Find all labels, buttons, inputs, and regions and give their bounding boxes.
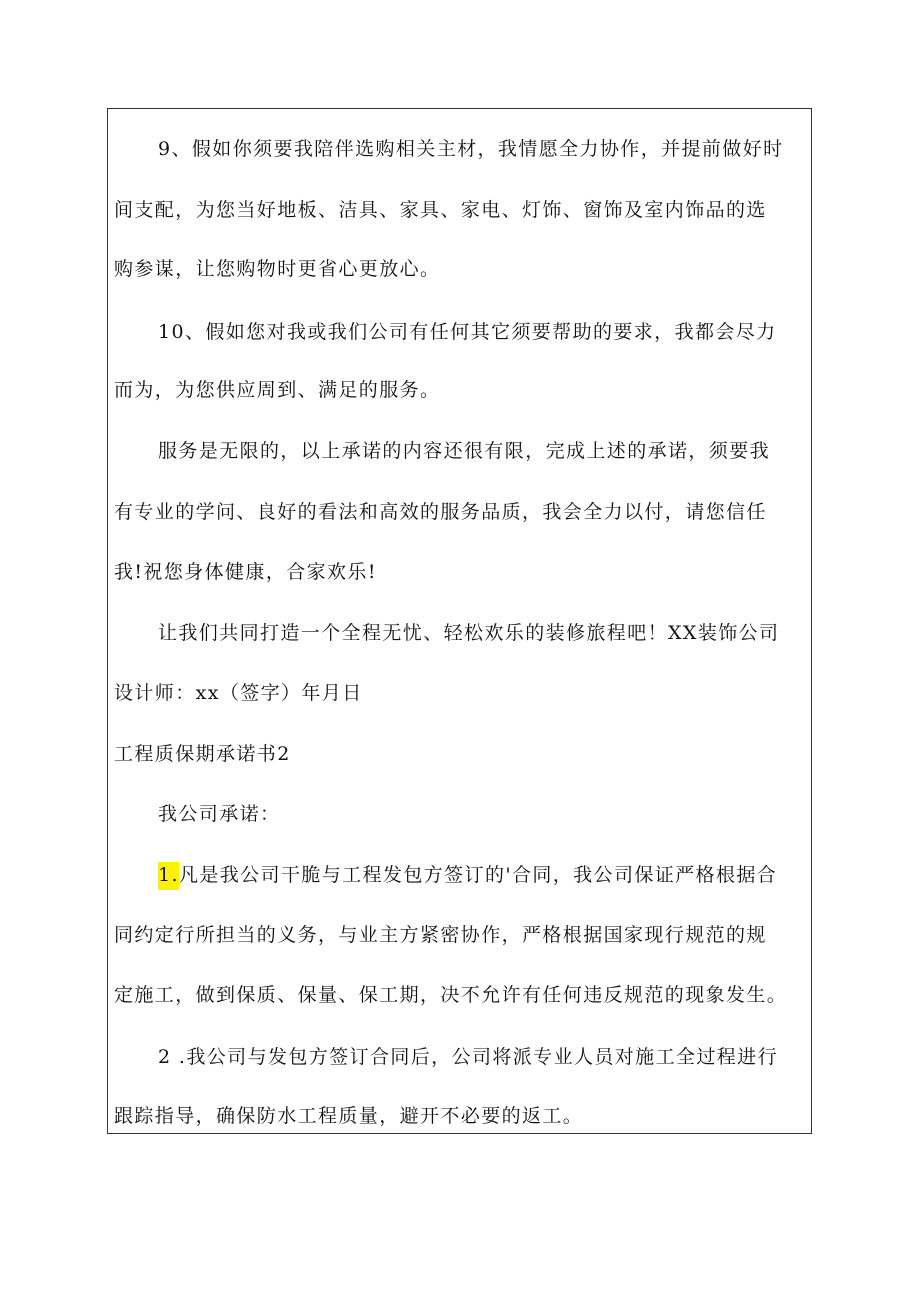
paragraph-line: 定施工，做到保质、保量、保工期，决不允许有任何违反规范的现象发生。 [114, 984, 788, 1006]
paragraph-line: 我公司承诺： [158, 803, 281, 825]
section-title: 工程质保期承诺书2 [114, 743, 291, 765]
list-item-2: 2 .我公司与发包方签订合同后，公司将派专业人员对施工全过程进行 [158, 1046, 778, 1068]
paragraph-line: 我!祝您身体健康，合家欢乐! [114, 561, 377, 583]
paragraph-line: 10、假如您对我或我们公司有任何其它须要帮助的要求，我都会尽力 [158, 321, 777, 343]
paragraph-line: 购参谋，让您购物时更省心更放心。 [114, 258, 441, 280]
paragraph-line: 9、假如你须要我陪伴选购相关主材，我情愿全力协作，并提前做好时 [158, 138, 784, 160]
paragraph-line: 而为，为您供应周到、满足的服务。 [114, 379, 441, 401]
paragraph-line: 有专业的学问、良好的看法和高效的服务品质，我会全力以付，请您信任 [114, 501, 767, 523]
signature-line: 设计师：xx（签字）年月日 [114, 682, 363, 704]
paragraph-line: 让我们共同打造一个全程无忧、轻松欢乐的装修旅程吧！XX装饰公司 [158, 622, 780, 644]
paragraph-line: 间支配，为您当好地板、洁具、家具、家电、灯饰、窗饰及室内饰品的选 [114, 199, 767, 221]
paragraph-line: 服务是无限的，以上承诺的内容还很有限，完成上述的承诺，须要我 [158, 440, 771, 462]
list-item-1 [158, 860, 854, 890]
paragraph-line: 跟踪指导，确保防水工程质量，避开不必要的返工。 [114, 1105, 584, 1127]
item-marker-highlight: 1. [158, 862, 179, 890]
list-item-text: 凡是我公司干脆与工程发包方签订的'合同，我公司保证严格根据合 [178, 864, 778, 886]
paragraph-line: 同约定行所担当的义务，与业主方紧密协作，严格根据国家现行规范的规 [114, 924, 767, 946]
